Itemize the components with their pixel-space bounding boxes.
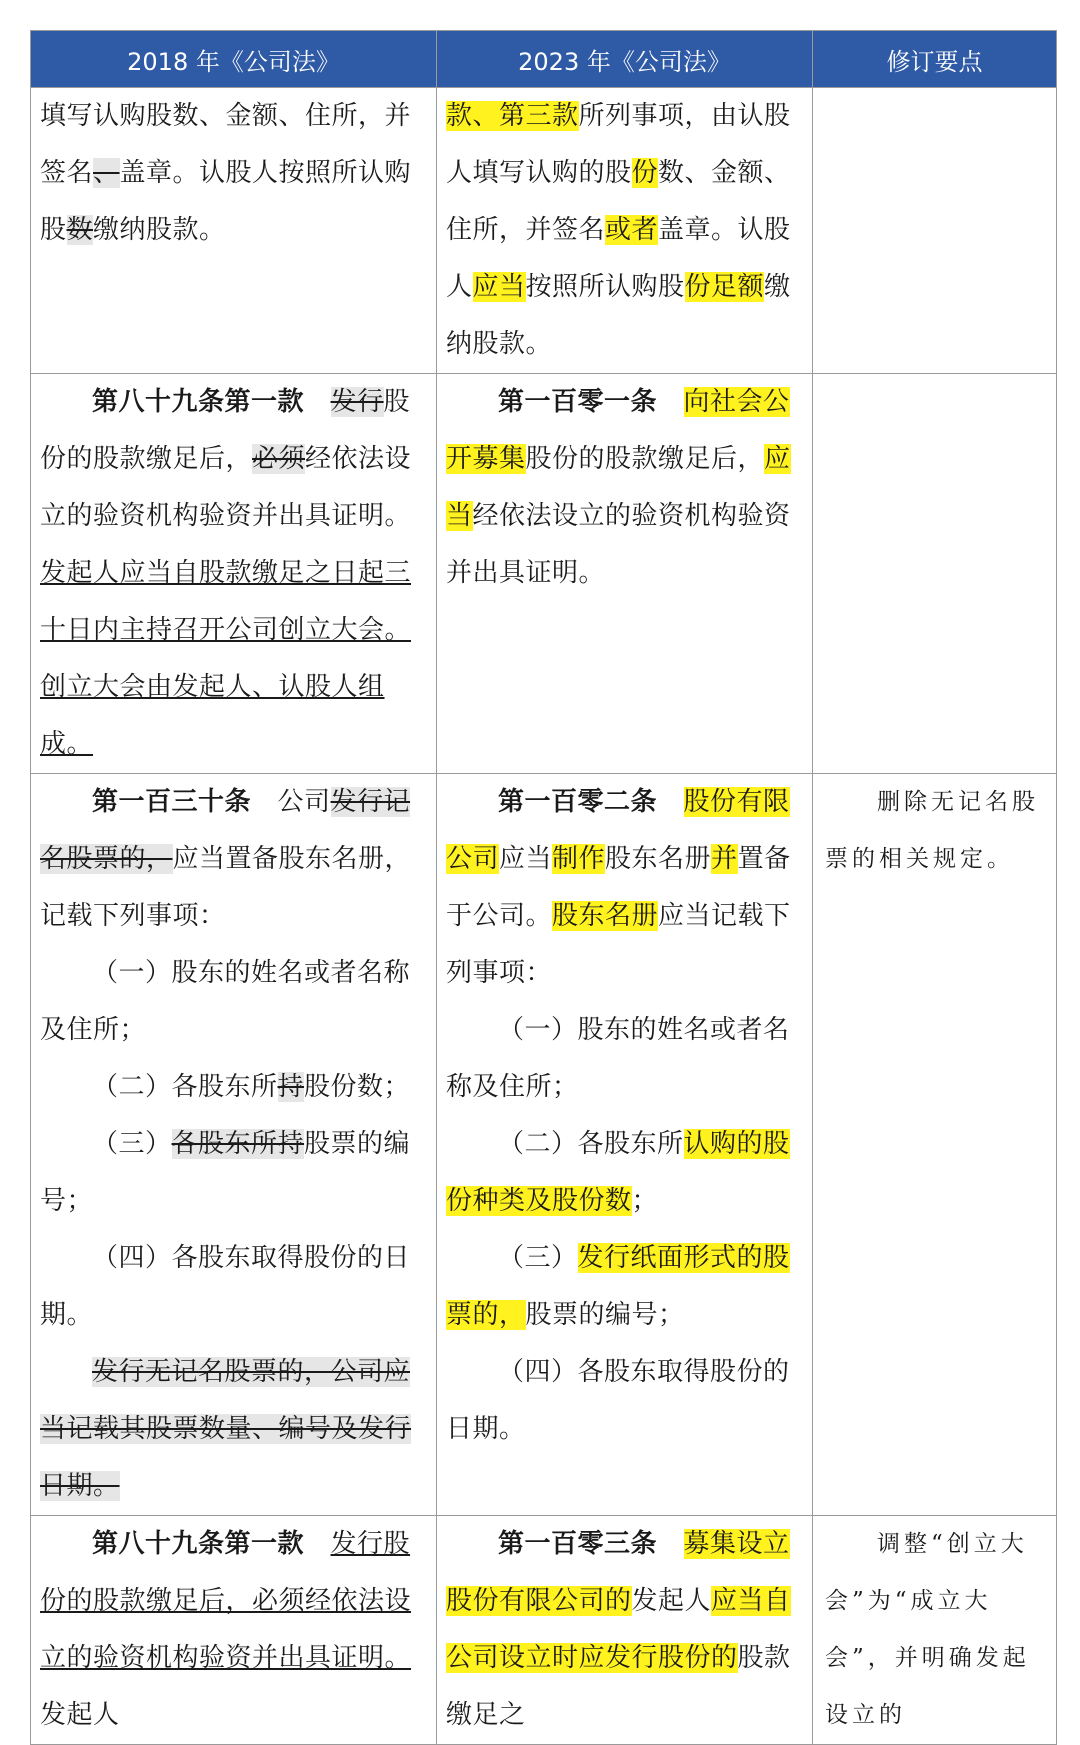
article-heading: 第一百零三条: [498, 1529, 658, 1559]
cell-text: [446, 374, 804, 602]
header-notes: 修订要点: [813, 31, 1057, 88]
text-span: [657, 787, 684, 817]
table-row: [31, 1516, 1057, 1745]
paragraph: [40, 1116, 428, 1230]
cell-notes: [813, 1516, 1057, 1745]
text-span: （二）各股东所: [498, 1129, 684, 1159]
highlight-span: 股份有限公司: [446, 787, 790, 874]
cell-notes: [813, 88, 1057, 374]
table-row: [31, 374, 1057, 774]
text-span: 置备于公司。: [446, 844, 791, 931]
cell-text: [825, 1516, 1046, 1744]
cell-notes: [813, 774, 1057, 1516]
text-span: 发起人: [631, 1586, 712, 1616]
text-span: 股票的编号；: [525, 1300, 685, 1330]
article-heading: 第一百零一条: [498, 387, 658, 417]
deleted-span: 发行: [330, 387, 384, 417]
paragraph: [825, 774, 1046, 888]
cell-notes: [813, 374, 1057, 774]
cell-text: [40, 1516, 428, 1744]
paragraph: [40, 88, 428, 259]
paragraph: [446, 1516, 804, 1744]
text-span: 缴纳股款。: [93, 215, 226, 245]
comparison-table: [30, 30, 1057, 1745]
text-span: 股份数；: [304, 1072, 411, 1102]
highlight-span: 发行纸面形式的股票的，: [446, 1243, 790, 1330]
cell-text: [446, 774, 804, 1458]
text-span: （一）股东的姓名或者名称及住所；: [40, 958, 411, 1045]
deleted-span: 数: [66, 215, 94, 245]
underlined-span: 发起人应当自股款缴足之日起三十日内主持召开公司创立大会。创立大会由发起人、认股人组成。: [40, 558, 412, 759]
highlight-span: 份: [631, 158, 659, 188]
paragraph: [446, 774, 804, 1002]
cell-2023: [437, 374, 813, 774]
cell-2023: [437, 774, 813, 1516]
text-span: 股份的股款缴足后，: [525, 444, 765, 474]
text-span: [304, 1529, 331, 1559]
deleted-span: 发行记名股票的，: [40, 787, 411, 874]
text-span: [657, 1529, 684, 1559]
highlight-span: 制作: [552, 844, 606, 874]
text-span: 应当: [499, 844, 553, 874]
highlight-span: 并: [711, 844, 738, 874]
highlight-span: 应当: [446, 444, 791, 531]
text-span: 股东名册: [605, 844, 712, 874]
cell-text: [825, 774, 1046, 888]
text-span: 应当记载下列事项：: [446, 901, 791, 988]
cell-text: [446, 88, 804, 373]
highlight-span: 或者: [605, 215, 659, 245]
paragraph: [40, 1230, 428, 1344]
cell-2018: [31, 774, 437, 1516]
table-row: [31, 774, 1057, 1516]
text-span: （四）各股东取得股份的日期。: [446, 1357, 790, 1444]
header-2023: 2023 年《公司法》: [437, 31, 813, 88]
text-span: 数、金额、住所，并签名: [446, 158, 791, 245]
text-span: （二）各股东所: [92, 1072, 278, 1102]
cell-2018: [31, 374, 437, 774]
underlined-span: 发行股份的股款缴足后，必须经依法设立的验资机构验资并出具证明。: [40, 1529, 412, 1673]
article-heading: 第一百零二条: [498, 787, 658, 817]
cell-2018: [31, 88, 437, 374]
text-span: 盖章。认股人按照所认购股: [40, 158, 412, 245]
paragraph: [446, 1344, 804, 1458]
paragraph: [446, 1002, 804, 1116]
paragraph: [825, 1516, 1046, 1744]
paragraph: [40, 945, 428, 1059]
text-span: [657, 387, 684, 417]
paragraph: [446, 1230, 804, 1344]
text-span: 按照所认购股: [525, 272, 685, 302]
text-span: 盖章。认股人: [446, 215, 791, 302]
paragraph: [446, 88, 804, 373]
text-span: 调整“创立大会”为“成立大会”，并明确发起设立的: [825, 1531, 1030, 1728]
paragraph: [446, 1116, 804, 1230]
header-row: [31, 31, 1057, 88]
highlight-span: 募集设立股份有限公司的: [446, 1529, 790, 1616]
paragraph: [40, 1059, 428, 1116]
cell-2018: [31, 1516, 437, 1745]
highlight-span: 份足额: [684, 272, 765, 302]
article-heading: 第一百三十条: [92, 787, 252, 817]
deleted-span: 各股东所持: [171, 1129, 305, 1159]
deleted-span: 持: [277, 1072, 305, 1102]
cell-text: [446, 1516, 804, 1744]
cell-2023: [437, 88, 813, 374]
text-span: 填写认购股数、金额、住所，并签名: [40, 101, 412, 188]
text-span: 股款缴足之: [446, 1643, 791, 1730]
deleted-span: 发行无记名股票的，公司应当记载其股票数量、编号及发行日期。: [40, 1357, 412, 1501]
highlight-span: 认购的股份种类及股份数: [446, 1129, 790, 1216]
text-span: 所列事项，由认股人填写认购的股: [446, 101, 791, 188]
paragraph: [446, 374, 804, 602]
highlight-span: 向社会公开募集: [446, 387, 790, 474]
text-span: （三）: [92, 1129, 172, 1159]
article-heading: 第八十九条第一款: [92, 1529, 305, 1559]
text-span: 发起人: [40, 1700, 120, 1730]
text-span: （一）股东的姓名或者名称及住所；: [446, 1015, 790, 1102]
text-span: 股票的编号；: [40, 1129, 411, 1216]
highlight-span: 款、第三款: [446, 101, 579, 131]
deleted-span: 必须: [252, 444, 306, 474]
paragraph: [40, 1516, 428, 1744]
paragraph: [40, 1344, 428, 1515]
text-span: 公司: [251, 787, 331, 817]
highlight-span: 应当: [472, 272, 526, 302]
cell-2023: [437, 1516, 813, 1745]
header-2018: 2018 年《公司法》: [31, 31, 437, 88]
text-span: [304, 387, 331, 417]
text-span: ；: [631, 1186, 659, 1216]
cell-text: [40, 774, 428, 1515]
text-span: （四）各股东取得股份的日期。: [40, 1243, 411, 1330]
paragraph: [40, 774, 428, 945]
text-span: 缴纳股款。: [446, 272, 791, 359]
text-span: 股份的股款缴足后，: [40, 387, 411, 474]
cell-text: [40, 374, 428, 773]
text-span: 经依法设立的验资机构验资并出具证明。: [446, 501, 791, 588]
text-span: 删除无记名股票的相关规定。: [825, 789, 1039, 872]
table-row: [31, 88, 1057, 374]
text-span: 经依法设立的验资机构验资并出具证明。: [40, 444, 412, 531]
highlight-span: 应当自公司设立时应发行股份的: [446, 1586, 791, 1673]
cell-text: [40, 88, 428, 259]
deleted-span: 、: [93, 158, 120, 188]
text-span: 应当置备股东名册，记载下列事项：: [40, 844, 412, 931]
paragraph: [40, 374, 428, 773]
text-span: （三）: [498, 1243, 578, 1273]
highlight-span: 股东名册: [552, 901, 659, 931]
article-heading: 第八十九条第一款: [92, 387, 305, 417]
